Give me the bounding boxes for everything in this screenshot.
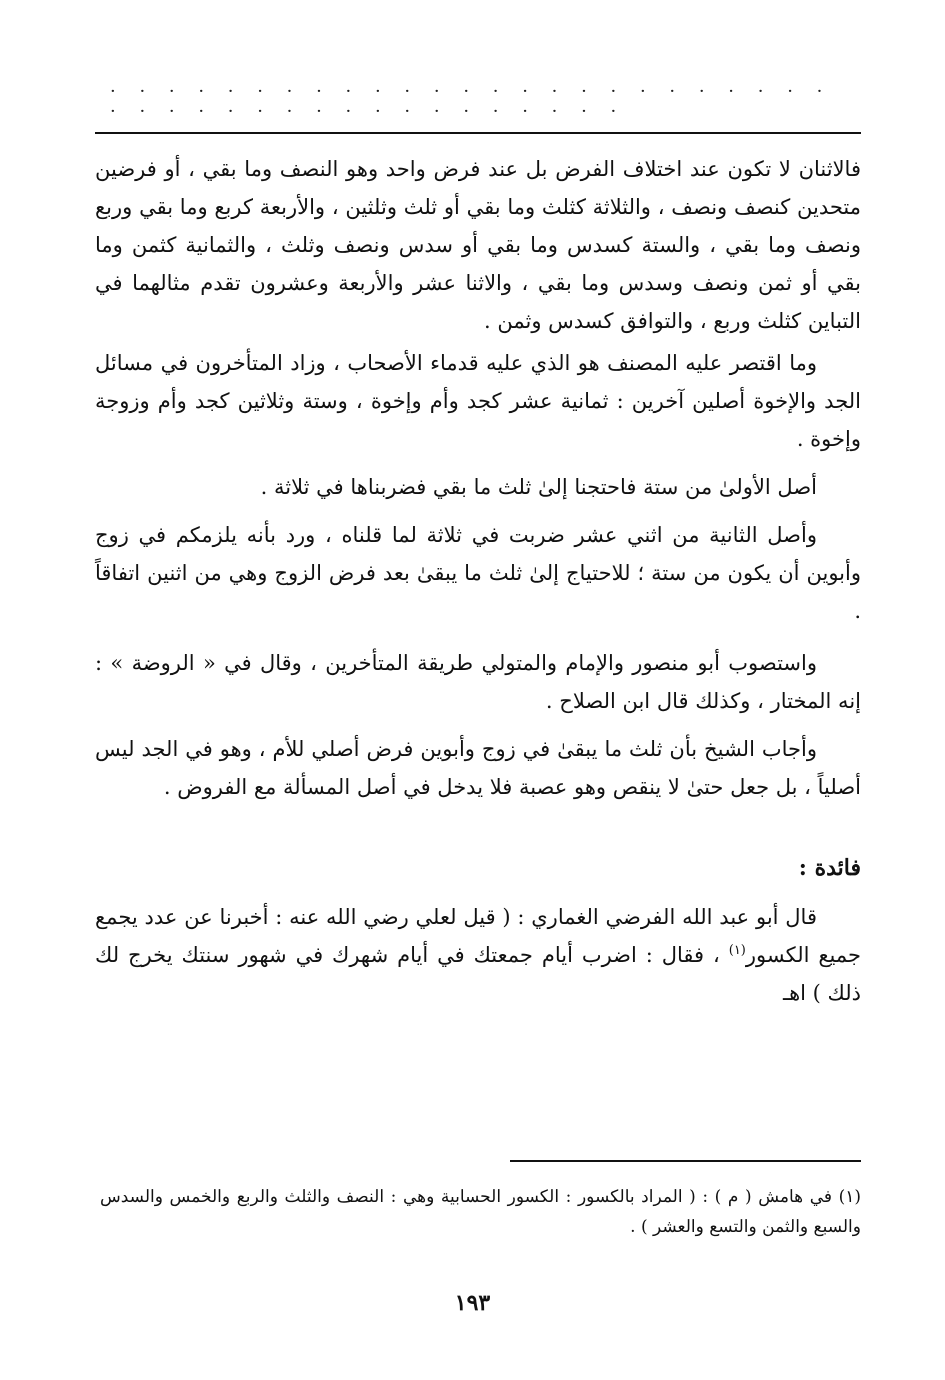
header-rule bbox=[95, 132, 861, 134]
footnote-rule bbox=[510, 1160, 861, 1162]
footnote-marker[interactable]: (١) bbox=[728, 943, 746, 958]
paragraph-6: وأجاب الشيخ بأن ثلث ما يبقىٰ في زوج وأبوين فرض أصلي للأم ، وهو في الجد ليس أصلياً ، بل جعل حتىٰ لا ينقص وهو عصبة فلا يدخل في أصل المسألة مع الفروض . bbox=[95, 737, 861, 799]
paragraph-4: وأصل الثانية من اثني عشر ضربت في ثلاثة لما قلناه ، ورد بأنه يلزمكم في زوج وأبوين أن يكون من ستة ؛ للاحتياج إلىٰ ثلث ما يبقىٰ بعد فرض الزوج وهي من اثنين اتفاقاً . bbox=[95, 523, 861, 623]
paragraph-7-part-2: ، فقال : اضرب أيام جمعتك في أيام شهرك في شهور سنتك يخرج لك ذلك ) اهـ bbox=[95, 943, 861, 1005]
paragraph-7-part-1: قال أبو عبد الله الفرضي الغماري : ( قيل لعلي رضي الله عنه : أخبرنا عن عدد يجمع جميع الكسور bbox=[95, 905, 861, 967]
header-dotted-line: · · · · · · · · · · · · · · · · · · · · · · · · · · · · · · · · · · · · · · · · · · · bbox=[110, 81, 832, 122]
section-heading-faida: فائدة : bbox=[798, 855, 861, 881]
paragraph-3: أصل الأولىٰ من ستة فاحتجنا إلىٰ ثلث ما بقي فضربناها في ثلاثة . bbox=[260, 475, 817, 499]
paragraph-5: واستصوب أبو منصور والإمام والمتولي طريقة المتأخرين ، وقال في « الروضة » : إنه المختار ، وكذلك قال ابن الصلاح . bbox=[95, 651, 861, 713]
paragraph-2: وما اقتصر عليه المصنف هو الذي عليه قدماء الأصحاب ، وزاد المتأخرون في مسائل الجد والإخوة أصلين آخرين : ثمانية عشر كجد وأم وإخوة ، وستة وثلاثين كجد وأم وزوجة وإخوة . bbox=[95, 351, 861, 451]
paragraph-1: فالاثنان لا تكون عند اختلاف الفرض بل عند فرض واحد وهو النصف وما بقي ، أو فرضين متحدين كنصف ونصف ، والثلاثة كثلث وما بقي أو ثلث وثلثين ، والأربعة كربع وما بقي وربع ونصف وما بقي ، والستة كسدس وما بقي أو سدس ونصف وثلث ، والثمانية كثمن وما بقي أو ثمن ونصف وسدس وما بقي ، والاثنا عشر والأربعة وعشرون تقدم مثالهما في التباين كثلث وربع ، والتوافق كسدس وثمن . bbox=[95, 157, 862, 333]
footnote-1: (١) في هامش ( م ) : ( المراد بالكسور : الكسور الحسابية وهي : النصف والثلث والربع والخمس والسدس والسبع والثمن والتسع والعشر ) . bbox=[100, 1187, 861, 1237]
main-text bbox=[95, 150, 861, 1012]
page-number: ١٩٣ bbox=[454, 1290, 491, 1316]
paragraph-7 bbox=[95, 898, 861, 1012]
